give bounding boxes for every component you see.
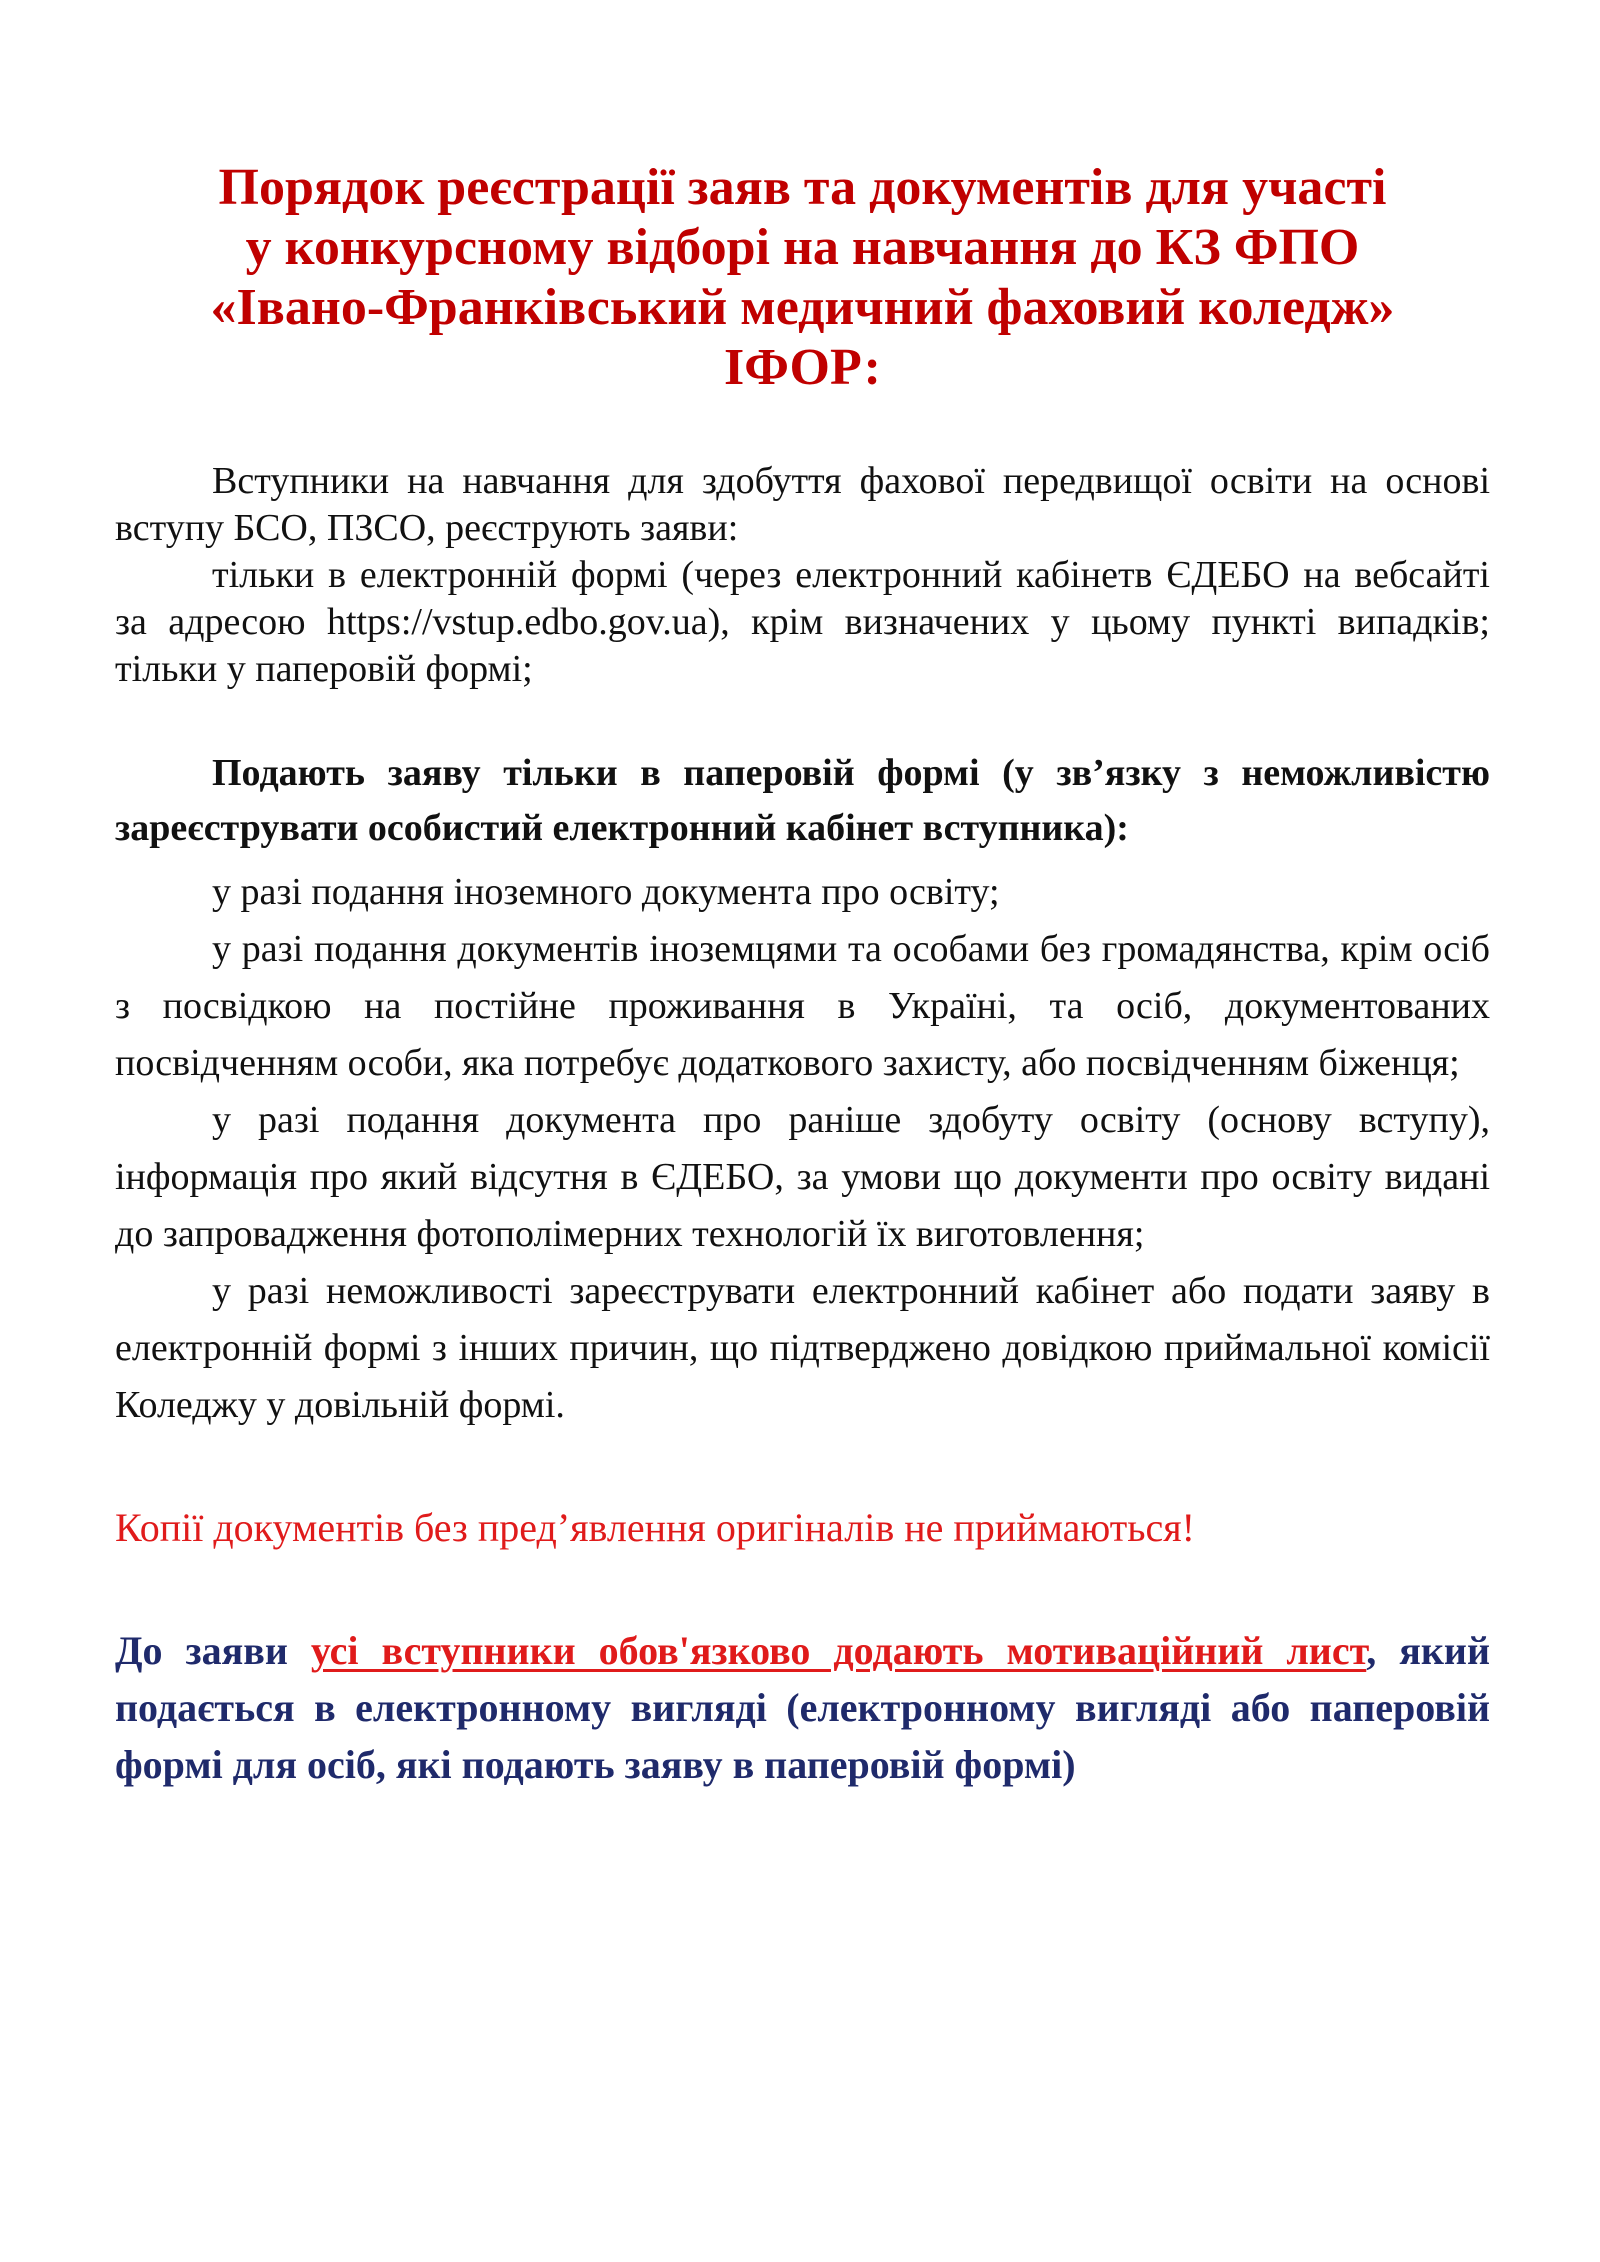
originals-required-note: Копії документів без пред’явлення оригіналів не приймаються! [115,1505,1195,1550]
motivation-letter-paragraph [115,1622,1490,1793]
intro-paragraph-1: Вступники на навчання для здобуття фахової передвищої освіти на основі вступу БСО, ПЗСО, реєструють заяви: [115,460,1490,549]
title-line-3: «Івано-Франківський медичний фаховий коледж» [210,279,1395,336]
paper-form-item-1: у разі подання іноземного документа про освіту; [212,871,1000,913]
title-line-4: ІФОР: [724,339,881,396]
document-title [115,158,1490,398]
paper-form-item-4: у разі неможливості зареєструвати електронний кабінет або подати заяву в електронній формі з інших причин, що підтверджено довідкою приймальної комісії Коледжу у довільній формі. [115,1270,1490,1426]
title-line-2: у конкурсному відборі на навчання до КЗ ФПО [245,219,1360,276]
intro-paragraph-2: тільки в електронній формі (через електронний кабінетв ЄДЕБО на вебсайті за адресою https://vstup.edbo.gov.ua), крім визначених у цьому пункті випадків; тільки у паперовій формі; [115,554,1490,690]
spacer [115,693,1490,740]
motivation-letter-highlight: усі вступники обов'язково додають мотиваційний лист [310,1628,1367,1673]
paper-form-heading: Подають заяву тільки в паперовій формі (у зв’язку з неможливістю зареєструвати особистий електронний кабінет вступника): [115,752,1490,849]
paper-form-item-3: у разі подання документа про раніше здобуту освіту (основу вступу), інформація про який відсутня в ЄДЕБО, за умови що документи про освіту видані до запровадження фотополімерних технологій їх виготовлення; [115,1099,1490,1255]
title-line-1: Порядок реєстрації заяв та документів для участі [218,159,1387,216]
motivation-letter-suffix: , який подається в електронному вигляді (електронному вигляді або паперовій формі для осіб, які подають заяву в паперовій формі) [115,1628,1491,1787]
paper-form-item-2: у разі подання документів іноземцями та особами без громадянства, крім осіб з посвідкою на постійне проживання в Україні, та осіб, документованих посвідченням особи, яка потребує додаткового захисту, або посвідченням біженця; [115,928,1490,1084]
motivation-letter-prefix: До заяви [115,1628,311,1673]
